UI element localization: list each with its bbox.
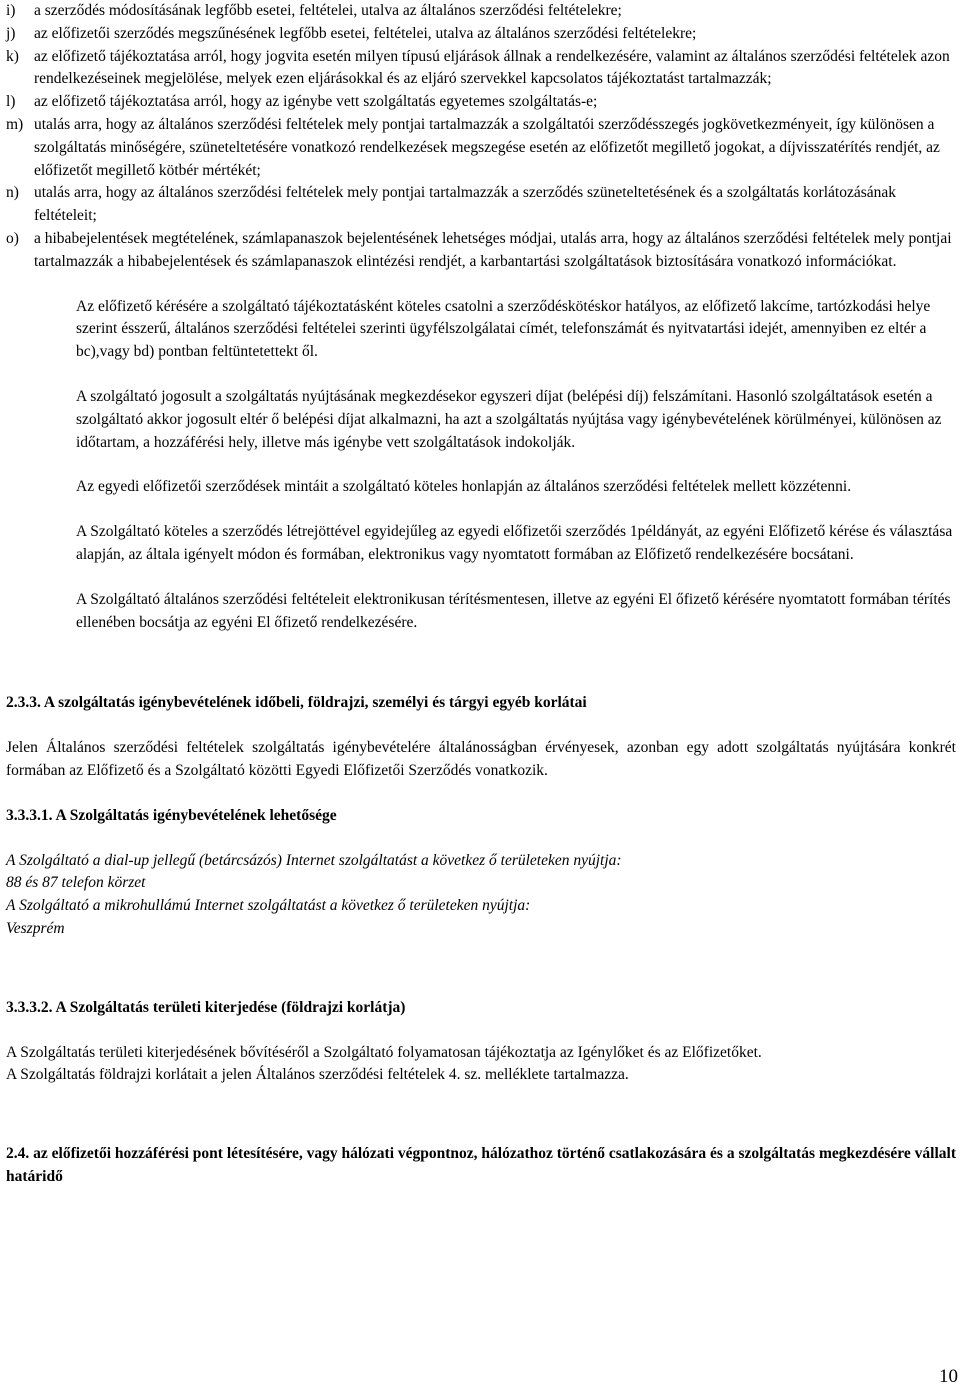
document-page xyxy=(6,0,956,1189)
list-text: a szerződés módosításának legfőbb esetei, feltételei, utalva az általános szerződési feltételekre; xyxy=(34,2,622,19)
list-item-l xyxy=(6,91,956,114)
list-marker: i) xyxy=(6,2,16,19)
list-item-m xyxy=(6,114,956,182)
list-marker: k) xyxy=(6,47,19,65)
list-item-k xyxy=(6,46,956,92)
heading-2-4: 2.4. az előfizetői hozzáférési pont létesítésére, vagy hálózati végpontnoz, hálózathoz történő csatlakozására és a szolgáltatás megkezdésére vállalt határidő xyxy=(6,1145,956,1185)
list-marker: l) xyxy=(6,93,16,111)
paragraph-contact-info: Az előfizető kérésére a szolgáltató tájékoztatásként köteles csatolni a szerződéskötéskor hatályos, az előfizető lakcíme, tartózkodási helye szerint ésszerű, általános szerződési feltételei szerinti ügyfélszolgálatai címét, telefonszámát és nyitvatartási idejét, amennyiben ez eltér a bc),vagy bd) pontban feltüntetettekt ől. xyxy=(76,297,931,361)
list-item-i xyxy=(6,0,956,23)
heading-2-3-3: 2.3.3. A szolgáltatás igénybevételének időbeli, földrajzi, személyi és tárgyi egyéb korlátai xyxy=(6,694,587,712)
list-item-o xyxy=(6,228,956,274)
paragraph-2-3-3-body: Jelen Általános szerződési feltételek szolgáltatás igénybevételére általánosságban érvényesek, azonban egy adott szolgáltatás nyújtására konkrét formában az Előfizető és a Szolgáltató közötti Egyedi Előfizetői Szerződés vonatkozik. xyxy=(6,739,956,779)
list-item-j xyxy=(6,23,956,46)
paragraph-contract-templates: Az egyedi előfizetői szerződések mintáit a szolgáltató köteles honlapján az általános szerződési feltételek mellett közzétenni. xyxy=(76,478,852,496)
coverage-dialup-areas: 88 és 87 telefon körzet xyxy=(6,874,146,892)
list-text: utalás arra, hogy az általános szerződési feltételek mely pontjai tartalmazzák a szerződés szüneteltetésének és a szolgáltatás korlátozásának feltételeit; xyxy=(34,184,896,225)
list-text: az előfizető tájékoztatása arról, hogy jogvita esetén milyen típusú eljárások állnak a rendelkezésére, valamint az általános szerződési feltételek azon rendelkezéseinek megjelölése, melyek ezen eljárásokkal és az eljáró szervekkel kapcsolatos tájékoztatást tartalmazzák; xyxy=(34,47,950,88)
page-number: 10 xyxy=(939,1366,958,1387)
list-marker: j) xyxy=(6,24,16,42)
list-item-n xyxy=(6,182,956,228)
paragraph-3-3-3-2-line-1: A Szolgáltatás területi kiterjedésének bővítéséről a Szolgáltató folyamatosan tájékoztatja az Igénylőket és az Előfizetőket. xyxy=(6,1043,762,1061)
list-text: az előfizető tájékoztatása arról, hogy az igénybe vett szolgáltatás egyetemes szolgáltatás-e; xyxy=(34,93,598,111)
coverage-dialup-line: A Szolgáltató a dial-up jellegű (betárcsázós) Internet szolgáltatást a következ ő területeken nyújtja: xyxy=(6,851,622,869)
list-marker: o) xyxy=(6,229,19,247)
paragraph-terms-delivery: A Szolgáltató általános szerződési feltételeit elektronikusan térítésmentesen, illetve az egyéni El őfizető kérésére nyomtatott formában térítés ellenében bocsátja az egyéni El őfizető rendelkezésére. xyxy=(76,590,951,631)
list-text: a hibabejelentések megtételének, számlapanaszok bejelentésének lehetséges módjai, utalás arra, hogy az általános szerződési feltételek mely pontjai tartalmazzák a hibabejelentések és számlapanaszok elintézési rendjét, a karbantartási szolgáltatások biztosítására vonatkozó információkat. xyxy=(34,229,952,270)
list-marker: n) xyxy=(6,184,19,202)
coverage-microwave-areas: Veszprém xyxy=(6,919,65,937)
paragraph-3-3-3-2-line-2: A Szolgáltatás földrajzi korlátait a jelen Általános szerződési feltételek 4. sz. melléklete tartalmazza. xyxy=(6,1066,629,1084)
heading-3-3-3-2: 3.3.3.2. A Szolgáltatás területi kiterjedése (földrajzi korlátja) xyxy=(6,998,406,1016)
list-marker: m) xyxy=(6,115,24,133)
paragraph-contract-copy: A Szolgáltató köteles a szerződés létrejöttével egyidejűleg az egyedi előfizetői szerződés 1példányát, az egyéni Előfizető kérése és választása alapján, az általa igényelt módon és formában, elektronikus vagy nyomtatott formában az Előfizető rendelkezésére bocsátani. xyxy=(76,523,953,563)
coverage-microwave-line: A Szolgáltató a mikrohullámú Internet szolgáltatást a következ ő területeken nyújtja: xyxy=(6,897,531,915)
condition-list xyxy=(6,0,956,274)
list-text: az előfizetői szerződés megszűnésének legfőbb esetei, feltételei, utalva az általános szerződési feltételekre; xyxy=(34,24,697,42)
paragraph-entry-fee: A szolgáltató jogosult a szolgáltatás nyújtásának megkezdésekor egyszeri díjat (belépési díj) felszámítani. Hasonló szolgáltatások esetén a szolgáltató akkor jogosult eltér ő belépési díjat alkalmazni, ha azt a szolgáltatás nyújtása vagy igénybevételének körülményei, különösen az időtartam, a hozzáférési hely, illetve más igénybe vett szolgáltatások indokolják. xyxy=(76,387,942,451)
heading-3-3-3-1: 3.3.3.1. A Szolgáltatás igénybevételének lehetősége xyxy=(6,806,337,824)
list-text: utalás arra, hogy az általános szerződési feltételek mely pontjai tartalmazzák a szolgáltatói szerződésszegés jogkövetkezményeit, így különösen a szolgáltatás minőségére, szüneteltetésére vonatkozó rendelkezések megszegése esetén az előfizetőt megillető jogokat, a díjvisszatérítés rendjét, az előfizetőt megillető kötbér mértékét; xyxy=(34,115,940,179)
